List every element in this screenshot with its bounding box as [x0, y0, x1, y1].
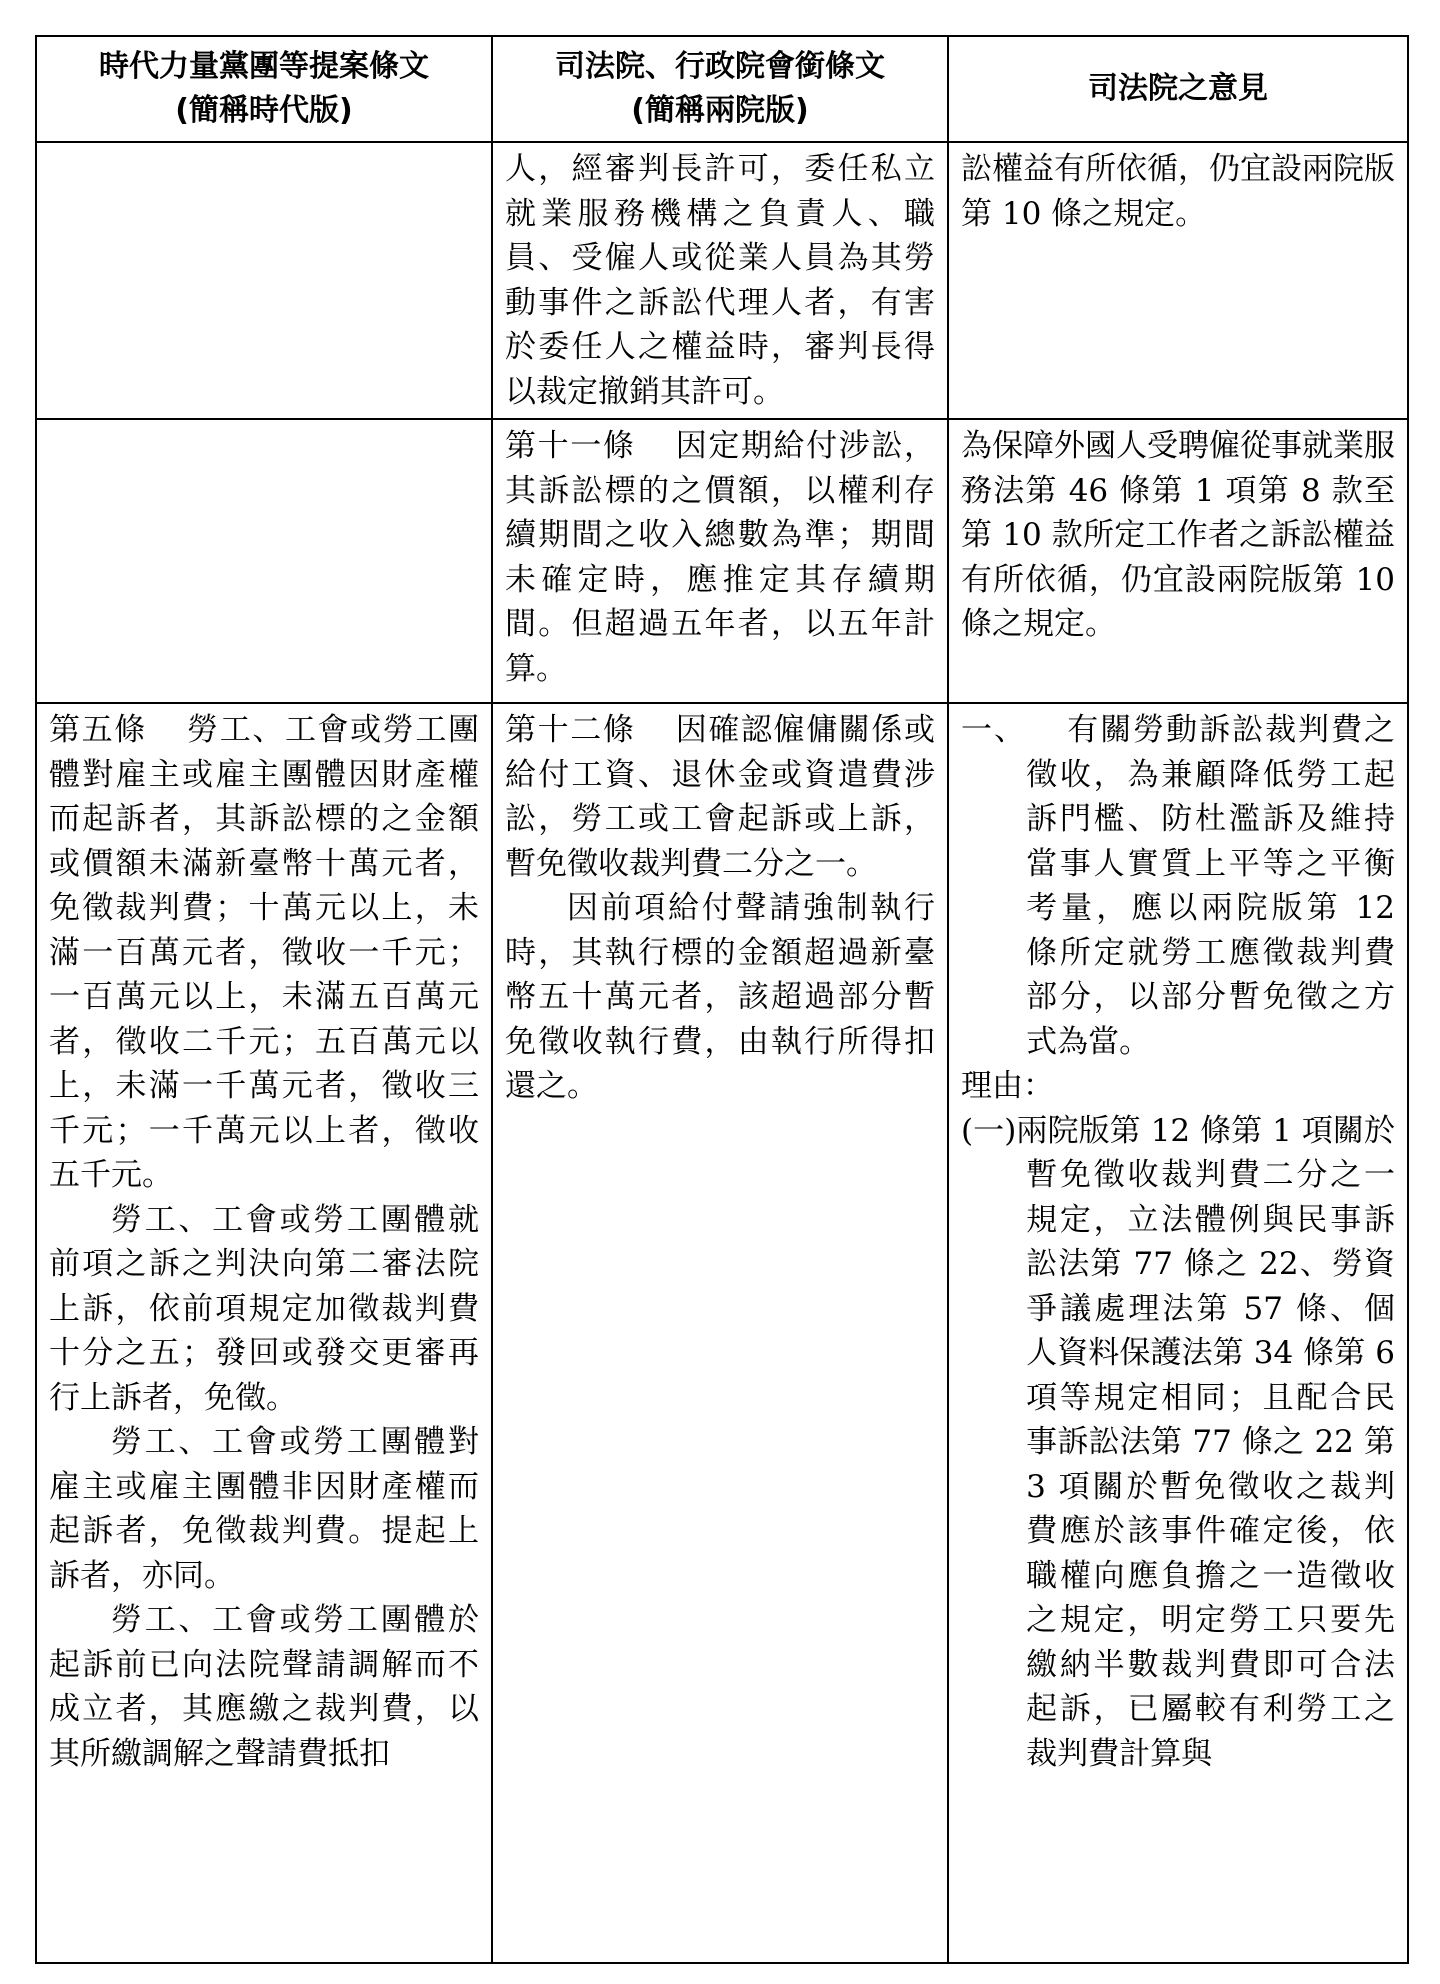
- opinion-reason-1: (一)兩院版第 12 條第 1 項關於暫免徵收裁判費二分之一規定，立法體例與民事訴訟法第 77 條之 22、勞資爭議處理法第 57 條、個人資料保護法第 34 條第 6 項等規定相同；且配合民事訴訟法第 77 條之 22 第 3 項關於暫免徵收之裁判費應於該事件確定後，依職權向應負擔之一造徵收之規定，明定勞工只要先繳納半數裁判費即可合法起訴，已屬較有利勞工之裁判費計算與: [961, 1112, 1395, 1772]
- table-row: [36, 419, 1408, 703]
- header-col2-line2: (簡稱兩院版): [631, 93, 809, 128]
- row1-col2-cell: [492, 142, 948, 419]
- article-5-para4: 勞工、工會或勞工團體於起訴前已向法院聲請調解而不成立者，其應繳之裁判費，以其所繳調解之聲請費抵扣: [49, 1602, 479, 1772]
- document-page: [35, 35, 1407, 1964]
- header-col-tpp-version: [36, 36, 492, 142]
- header-col-two-yuan-version: [492, 36, 948, 142]
- article-11-text: [505, 424, 935, 691]
- comparison-table: [35, 35, 1409, 1964]
- row3-col2-cell: [492, 703, 948, 1963]
- row3-col3-cell: [948, 703, 1408, 1963]
- row2-col3-text: 為保障外國人受聘僱從事就業服務法第 46 條第 1 項第 8 款至第 10 款所定工作者之訴訟權益有所依循，仍宜設兩院版第 10 條之規定。: [961, 428, 1395, 642]
- header-col3: 司法院之意見: [1088, 71, 1268, 106]
- header-col1-line2: (簡稱時代版): [175, 93, 353, 128]
- opinion-reason-heading: 理由：: [961, 1068, 1054, 1104]
- article-5-para1-text: 勞工、工會或勞工團體對雇主或雇主團體因財產權而起訴者，其訴訟標的之金額或價額未滿新臺幣十萬元者，免徵裁判費；十萬元以上，未滿一百萬元者，徵收一千元；一百萬元以上，未滿五百萬元者，徵收二千元；五百萬元以上，未滿一千萬元者，徵收三千元；一千萬元以上者，徵收五千元。: [49, 712, 479, 1193]
- row1-col1-cell: [36, 142, 492, 419]
- row2-col1-cell: [36, 419, 492, 703]
- row2-col3-cell: [948, 419, 1408, 703]
- article-12-heading: 第十二條: [505, 712, 636, 748]
- article-5-para1: [49, 708, 479, 1198]
- article-12-para1-text: 因確認僱傭關係或給付工資、退休金或資遣費涉訟，勞工或工會起訴或上訴，暫免徵收裁判費二分之一。: [505, 712, 935, 882]
- opinion-item-1-text: 有關勞動訴訟裁判費之徵收，為兼顧降低勞工起訴門檻、防杜濫訴及維持當事人實質上平等之平衡考量，應以兩院版第 12 條所定就勞工應徵裁判費部分，以部分暫免徵之方式為當。: [1026, 712, 1396, 1060]
- header-row: [36, 36, 1408, 142]
- row1-col3-text: 訟權益有所依循，仍宜設兩院版第 10 條之規定。: [961, 151, 1395, 232]
- table-row: [36, 142, 1408, 419]
- table-row: [36, 703, 1408, 1963]
- article-12-para1: [505, 708, 935, 886]
- row1-col2-text: 人，經審判長許可，委任私立就業服務機構之負責人、職員、受僱人或從業人員為其勞動事件之訴訟代理人者，有害於委任人之權益時，審判長得以裁定撤銷其許可。: [505, 151, 935, 410]
- opinion-item-1: [961, 708, 1395, 1064]
- header-col2-line1: 司法院、行政院會銜條文: [555, 49, 885, 84]
- article-12-para2: 因前項給付聲請強制執行時，其執行標的金額超過新臺幣五十萬元者，該超過部分暫免徵收執行費，由執行所得扣還之。: [505, 890, 935, 1104]
- article-11-heading: 第十一條: [505, 428, 636, 464]
- header-col-judicial-opinion: [948, 36, 1408, 142]
- article-11-body: 因定期給付涉訟，其訴訟標的之價額，以權利存續期間之收入總數為準；期間未確定時，應推定其存續期間。但超過五年者，以五年計算。: [505, 428, 935, 687]
- row1-col3-cell: [948, 142, 1408, 419]
- row2-col2-cell: [492, 419, 948, 703]
- article-5-para3: 勞工、工會或勞工團體對雇主或雇主團體非因財產權而起訴者，免徵裁判費。提起上訴者，亦同。: [49, 1424, 479, 1594]
- row3-col1-cell: [36, 703, 492, 1963]
- header-col1-line1: 時代力量黨團等提案條文: [99, 49, 429, 84]
- opinion-item-1-label: 一、: [961, 712, 1027, 748]
- article-5-para2: 勞工、工會或勞工團體就前項之訴之判決向第二審法院上訴，依前項規定加徵裁判費十分之五；發回或發交更審再行上訴者，免徵。: [49, 1201, 479, 1416]
- article-5-heading: 第五條: [49, 712, 147, 748]
